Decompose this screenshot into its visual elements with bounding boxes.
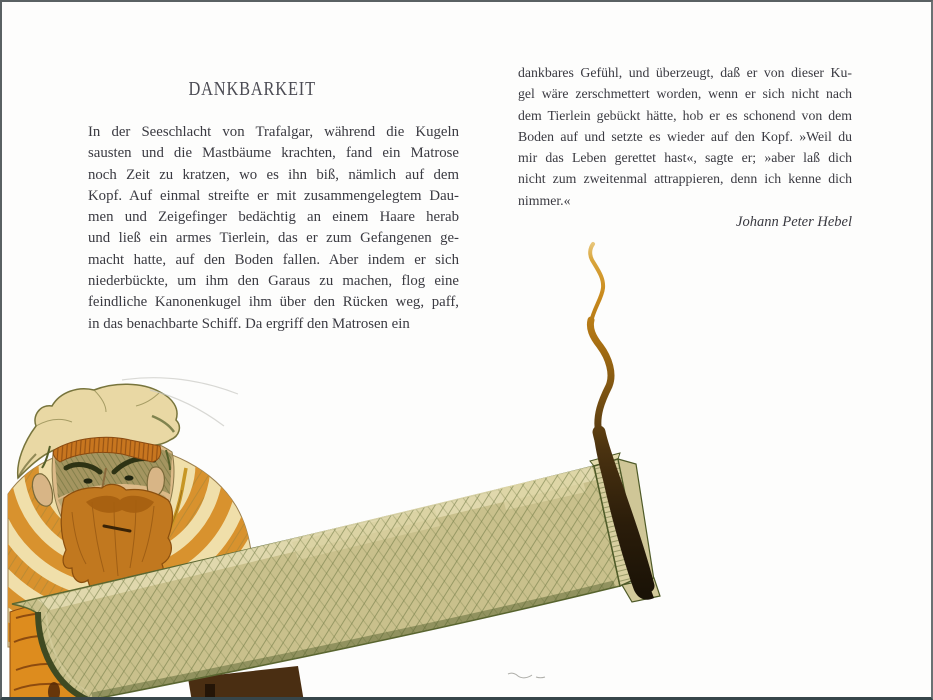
text-line: sausten und die Mastbäume krachten, fand ein Matrose xyxy=(88,145,459,162)
text-line: in das benachbarte Schiff. Da ergriff den Matrosen ein xyxy=(88,315,410,332)
page-title: DANKBARKEIT xyxy=(188,78,316,100)
text-line: In der Seeschlacht von Trafalgar, während die Kugeln xyxy=(88,124,459,140)
sailor-cannon-illustration xyxy=(2,2,933,700)
text-line: Boden auf und setzte es wieder auf den Kopf. »Weil du xyxy=(518,128,852,144)
text-line: macht hatte, auf den Boden fallen. Aber indem er sich xyxy=(88,251,459,268)
text-line: Kopf. Auf einmal streifte er mit zusammengelegtem Dau- xyxy=(88,187,459,204)
author-attribution: Johann Peter Hebel xyxy=(736,214,852,231)
text-line: dem Tierlein gebückt hätte, hob er es schonend von dem xyxy=(518,107,852,123)
text-line: mir das Leben gerettet hast«, sagte er; »aber laß dich xyxy=(518,150,852,166)
text-line: feindliche Kanonenkugel ihm über den Rücken weg, paff, xyxy=(88,294,459,311)
text-line: und ließ ein armes Tierlein, das er zum Gefangenen ge- xyxy=(88,230,459,247)
text-line: niederbückte, um ihm den Garaus zu machen, flog eine xyxy=(88,273,459,290)
eye-right xyxy=(125,475,134,480)
text-line: nimmer.« xyxy=(518,192,571,208)
text-line: dankbares Gefühl, und überzeugt, daß er von dieser Ku- xyxy=(518,65,852,80)
text-line: gel wäre zerschmettert worden, wenn er sich nicht nach xyxy=(518,86,852,102)
text-line: nicht zum zweitenmal attrappieren, denn ich kenne dich xyxy=(518,171,852,187)
text-line: men und Zeigefinger bedächtig an einem Haare herab xyxy=(88,209,459,226)
text-line: noch Zeit zu kratzen, wo es ihn biß, nämlich auf dem xyxy=(88,166,459,183)
pencil-scribble xyxy=(508,673,545,678)
eye-left xyxy=(84,478,93,483)
carriage-pin xyxy=(205,684,215,700)
